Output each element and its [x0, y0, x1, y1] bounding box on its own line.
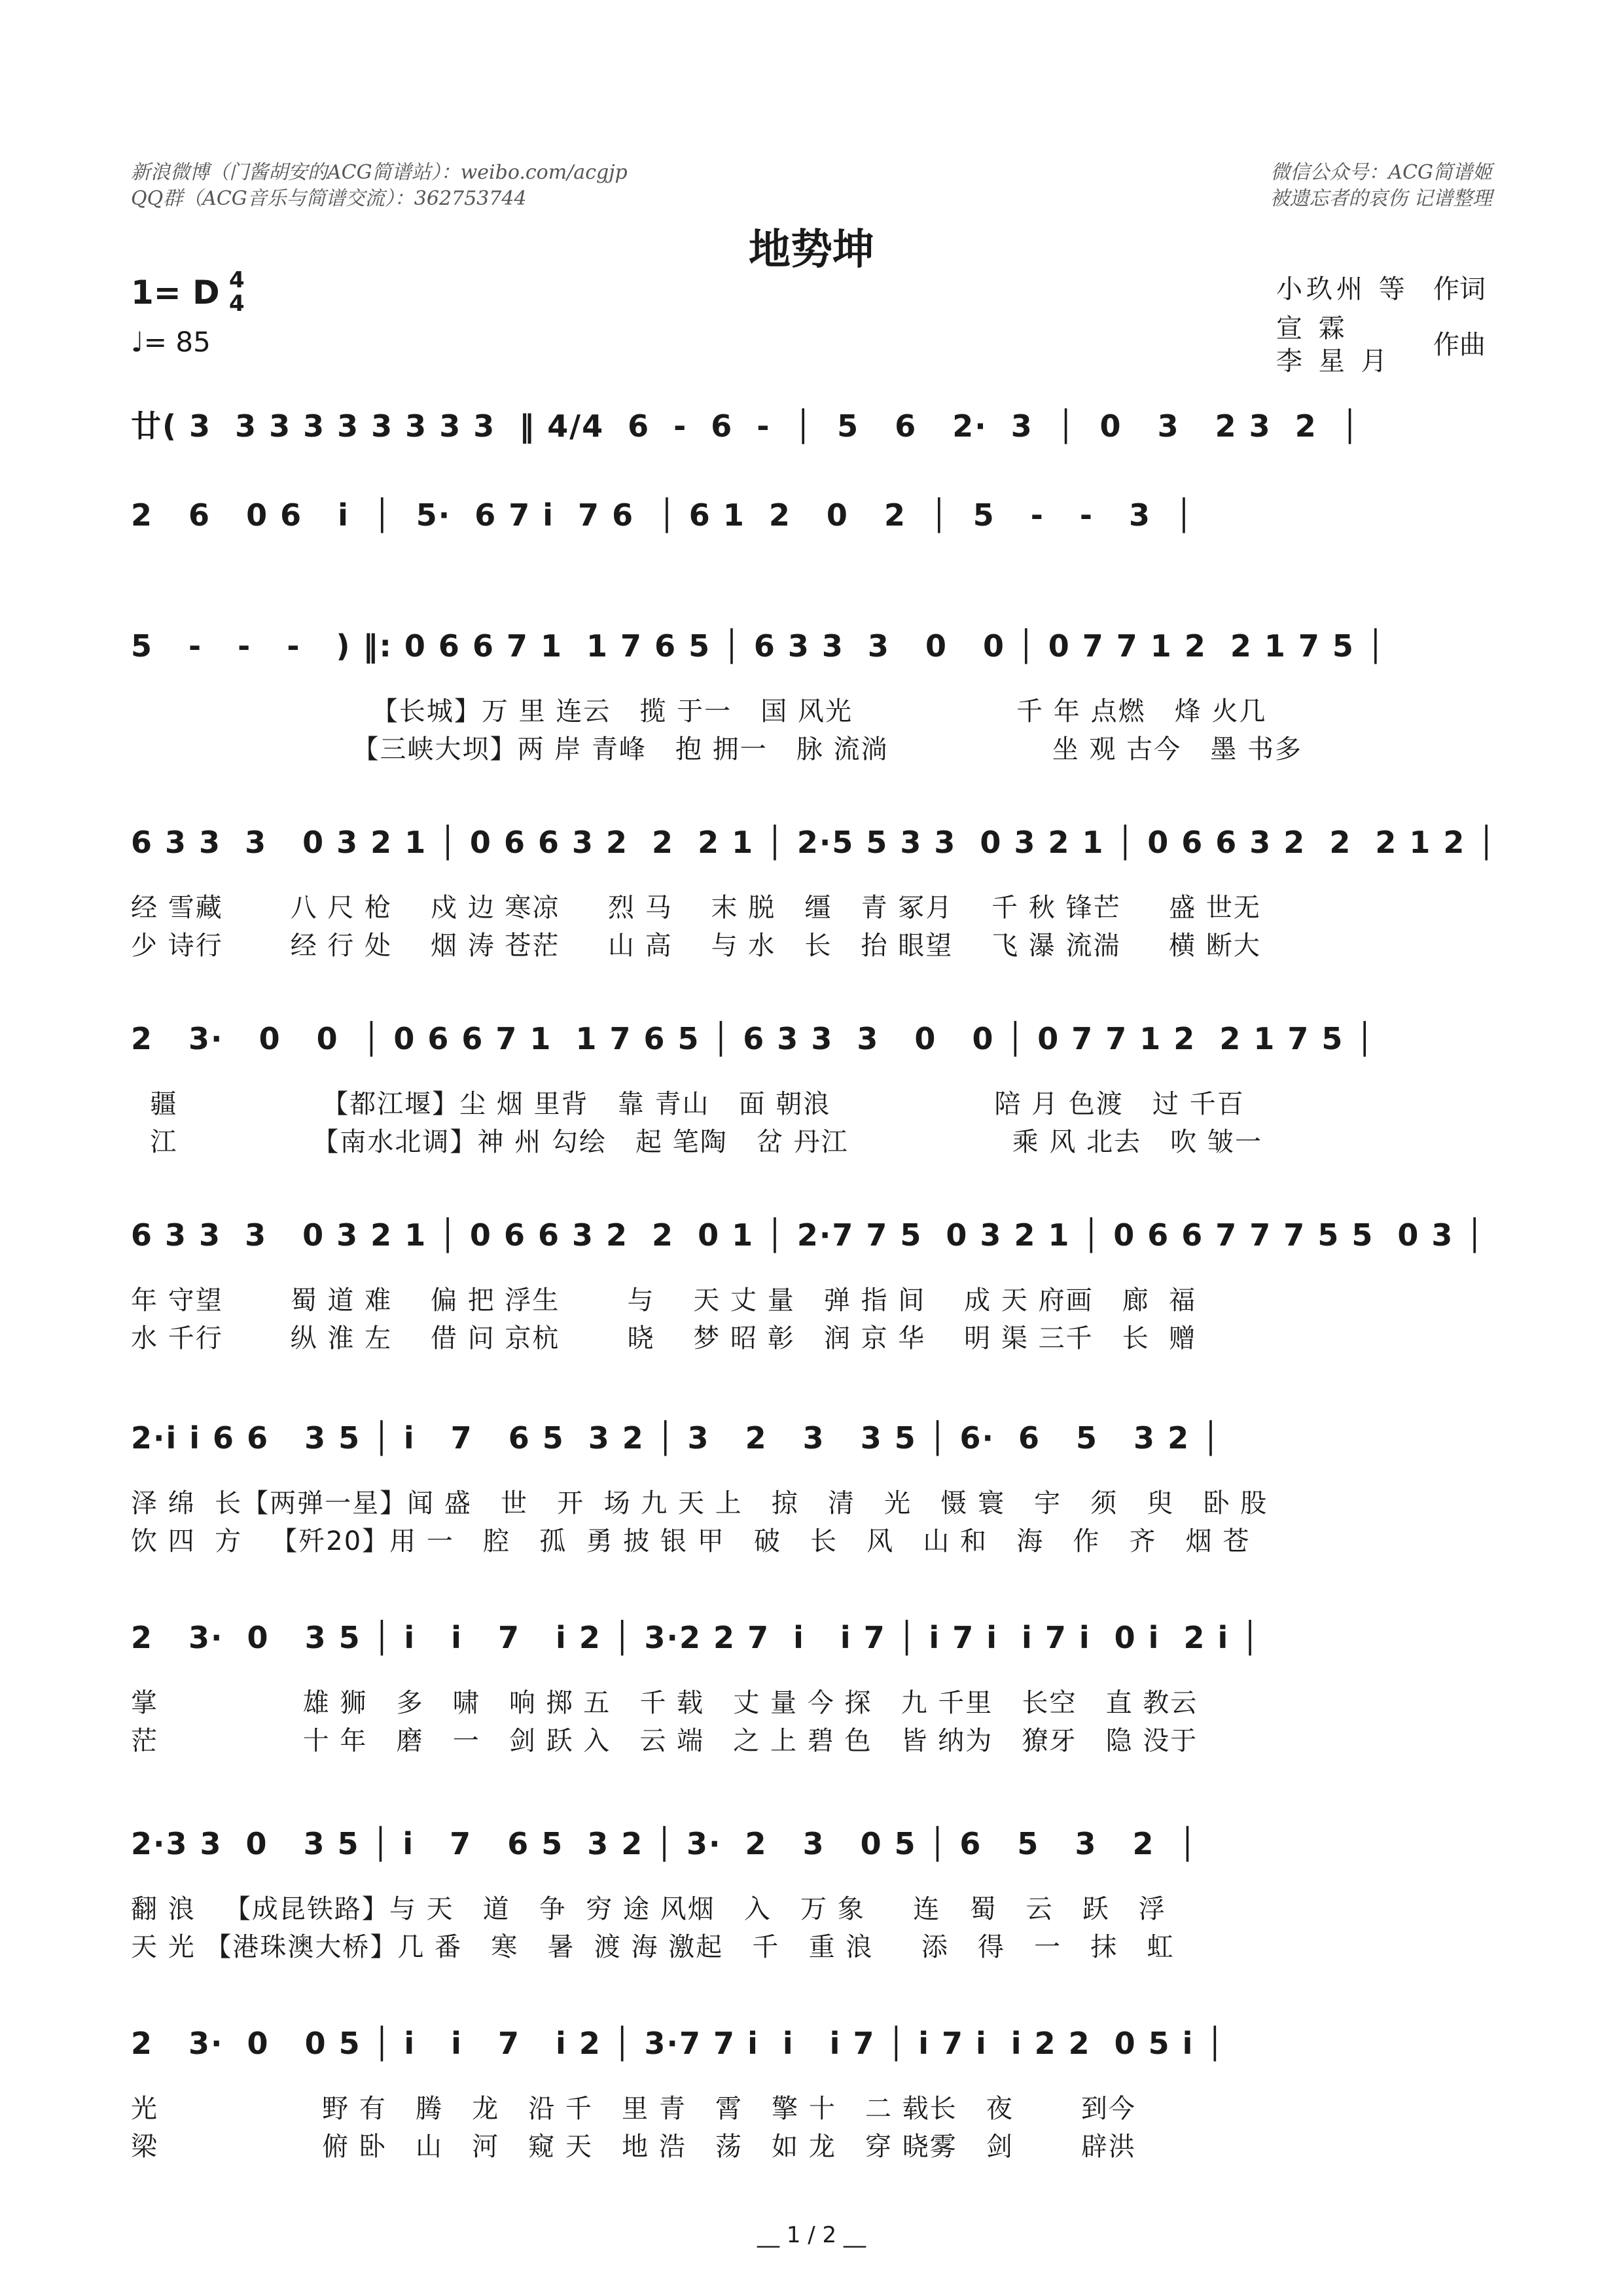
- header-weibo: 新浪微博（门酱胡安的ACG简谱站）：weibo.com/acgjp: [131, 161, 628, 184]
- page-number: __ 1 / 2 __: [757, 2222, 866, 2248]
- composer-name-2: 李 星 月: [1276, 346, 1391, 376]
- notation-line: 2 6 0 6 i │ 5· 6 7 i 7 6 │ 6 1 2 0 2 │ 5 - - 3 │: [131, 497, 1194, 533]
- notation-line: 5 - - - ) ‖: 0 6 6 7 1 1 7 6 5 │ 6 3 3 3 0 0 │ 0 7 7 1 2 2 1 7 5 │: [131, 628, 1386, 664]
- lyrics-verse-1: 疆 【都江堰】尘 烟 里背 靠 青山 面 朝浪 陪 月 色渡 过 千百: [131, 1089, 1245, 1119]
- notation-line: 2 3· 0 0 │ 0 6 6 7 1 1 7 6 5 │ 6 3 3 3 0 0 │ 0 7 7 1 2 2 1 7 5 │: [131, 1021, 1376, 1056]
- header-qq-group: QQ群（ACG音乐与简谱交流）：362753744: [131, 187, 527, 210]
- notation-line: 廿( 3 3 3 3 3 3 3 3 3 ‖ 4/4 6 - 6 - │ 5 6 2· 3 │ 0 3 2 3 2 │: [131, 408, 1361, 444]
- lyrics-verse-2: 梁 俯 卧 山 河 窥 天 地 浩 荡 如 龙 穿 晓雾 剑 辟洪: [131, 2132, 1136, 2162]
- lyrics-verse-1: 光 野 有 腾 龙 沿 千 里 青 霄 擎 十 二 载长 夜 到今: [131, 2094, 1136, 2124]
- lyrics-verse-2: 少 诗行 经 行 处 烟 涛 苍茫 山 高 与 水 长 抬 眼望 飞 瀑 流湍 横 断大: [131, 931, 1261, 961]
- notation-line: 6 3 3 3 0 3 2 1 │ 0 6 6 3 2 2 0 1 │ 2·7 7 5 0 3 2 1 │ 0 6 6 7 7 7 5 5 0 3 │: [131, 1217, 1486, 1253]
- lyricist-role: 作词: [1433, 274, 1486, 304]
- lyrics-verse-2: 饮 四 方 【歼20】用 一 腔 孤 勇 披 银 甲 破 长 风 山 和 海 作 齐 烟 苍: [131, 1526, 1251, 1556]
- notation-line: 2·i i 6 6 3 5 │ i 7 6 5 3 2 │ 3 2 3 3 5 │ 6· 6 5 3 2 │: [131, 1420, 1221, 1456]
- lyrics-verse-1: 泽 绵 长【两弹一星】闻 盛 世 开 场 九 天 上 掠 清 光 慑 寰 宇 须 臾 卧 股: [131, 1488, 1268, 1518]
- key-signature: 1= D: [131, 274, 220, 312]
- lyricist-names: 小玖州 等: [1276, 274, 1409, 304]
- lyrics-verse-2: 水 千行 纵 淮 左 借 问 京杭 晓 梦 昭 彰 润 京 华 明 渠 三千 长 赠: [131, 1323, 1197, 1354]
- time-signature-top: 4: [229, 267, 245, 293]
- notation-line: 6 3 3 3 0 3 2 1 │ 0 6 6 3 2 2 2 1 │ 2·5 5 3 3 0 3 2 1 │ 0 6 6 3 2 2 2 1 2 │: [131, 825, 1497, 860]
- lyrics-verse-1: 【长城】万 里 连云 揽 于一 国 风光 千 年 点燃 烽 火几: [131, 696, 1267, 726]
- notation-line: 2 3· 0 0 5 │ i i 7 i 2 │ 3·7 7 i i i 7 │ i 7 i i 2 2 0 5 i │: [131, 2026, 1226, 2061]
- lyrics-verse-1: 掌 雄 狮 多 啸 响 掷 五 千 载 丈 量 今 探 九 千里 长空 直 教云: [131, 1688, 1198, 1718]
- lyrics-verse-2: 茫 十 年 磨 一 剑 跃 入 云 端 之 上 碧 色 皆 纳为 獠牙 隐 没于: [131, 1726, 1198, 1756]
- composer-name-1: 宣 霖: [1276, 314, 1349, 344]
- time-signature-bottom: 4: [229, 291, 245, 317]
- lyrics-verse-2: 江 【南水北调】神 州 勾绘 起 笔陶 岔 丹江 乘 风 北去 吹 皱一: [131, 1127, 1263, 1157]
- lyrics-verse-1: 翻 浪 【成昆铁路】与 天 道 争 穷 途 风烟 入 万 象 连 蜀 云 跃 浮: [131, 1894, 1166, 1924]
- time-signature: [229, 268, 245, 315]
- composer-role: 作曲: [1433, 330, 1486, 360]
- song-title: 地势坤: [749, 226, 874, 274]
- tempo-marking: ♩= 85: [131, 326, 211, 358]
- lyrics-verse-1: 经 雪藏 八 尺 枪 戍 边 寒凉 烈 马 末 脱 缰 青 冢月 千 秋 锋芒 盛 世无: [131, 893, 1261, 923]
- notation-line: 2·3 3 0 3 5 │ i 7 6 5 3 2 │ 3· 2 3 0 5 │ 6 5 3 2 │: [131, 1826, 1198, 1861]
- lyrics-verse-2: 【三峡大坝】两 岸 青峰 抱 拥一 脉 流淌 坐 观 古今 墨 书多: [131, 734, 1303, 764]
- header-wechat: 微信公众号：ACG简谱姬: [1270, 161, 1492, 184]
- notation-line: 2 3· 0 3 5 │ i i 7 i 2 │ 3·2 2 7 i i 7 │ i 7 i i 7 i 0 i 2 i │: [131, 1620, 1260, 1655]
- header-transcriber: 被遗忘者的哀伤 记谱整理: [1270, 187, 1492, 210]
- lyrics-verse-1: 年 守望 蜀 道 难 偏 把 浮生 与 天 丈 量 弹 指 间 成 天 府画 廊 福: [131, 1285, 1197, 1316]
- lyrics-verse-2: 天 光 【港珠澳大桥】几 番 寒 暑 渡 海 激起 千 重 浪 添 得 一 抹 虹: [131, 1932, 1175, 1962]
